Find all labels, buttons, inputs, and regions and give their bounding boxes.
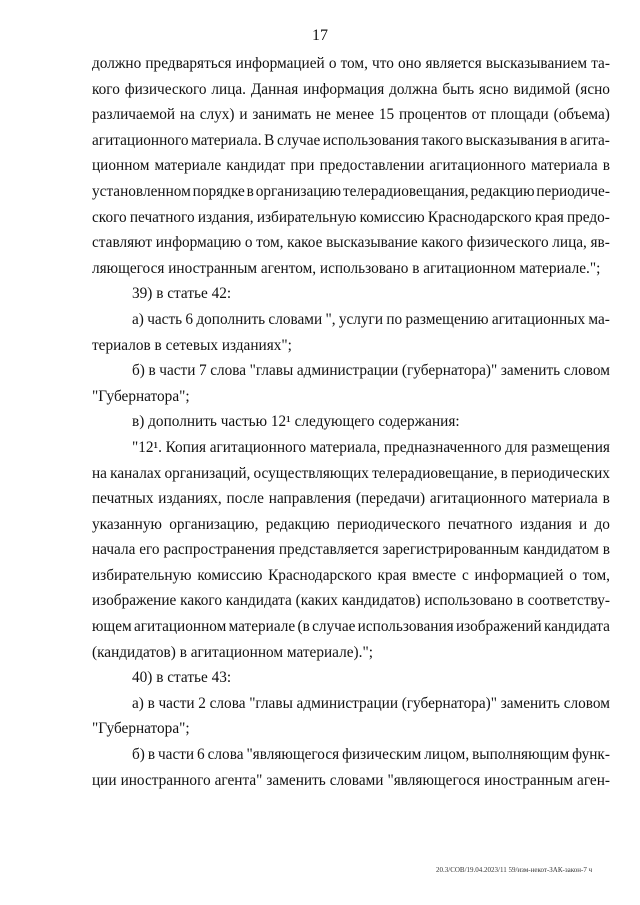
text-line: ционном материале кандидат при предоставлении агитационного материала в — [92, 157, 610, 175]
text-line: "Губернатора"; — [92, 720, 190, 738]
text-line: (кандидатов) в агитационном материале)."; — [92, 643, 373, 661]
text-line: ции иностранного агента" заменить словами "являющегося иностранным аген- — [92, 771, 610, 789]
text-line: б) в части 6 слова "являющегося физическим лицом, выполняющим функ- — [132, 746, 610, 764]
text-line: кого физического лица. Данная информация должна быть ясно видимой (ясно — [92, 80, 610, 98]
text-line: "12¹. Копия агитационного материала, предназначенного для размещения — [132, 438, 610, 456]
text-line: различаемой на слух) и занимать не менее 15 процентов от площади (объема) — [92, 106, 610, 124]
text-line: установленном порядке в организацию телерадиовещания, редакцию периодиче- — [92, 182, 610, 200]
text-line: печатных изданиях, после направления (передачи) агитационного материала в — [92, 490, 610, 508]
text-line: "Губернатора"; — [92, 387, 190, 405]
text-line: ляющегося иностранным агентом, использовано в агитационном материале."; — [92, 259, 601, 277]
text-line: ющем агитационном материале (в случае использования изображений кандидата — [92, 618, 610, 636]
text-line: а) часть 6 дополнить словами ", услуги по размещению агитационных ма- — [132, 310, 610, 328]
text-line: б) в части 7 слова "главы администрации (губернатора)" заменить словом — [132, 362, 610, 380]
text-line: 39) в статье 42: — [132, 285, 232, 303]
text-line: должно предваряться информацией о том, что оно является высказыванием та- — [92, 55, 610, 72]
text-line: агитационного материала. В случае использования такого высказывания в агита- — [92, 131, 610, 149]
page-number: 17 — [312, 27, 328, 44]
text-line: избирательную комиссию Краснодарского края вместе с информацией о том, — [92, 566, 610, 584]
text-line: указанную организацию, редакцию периодического печатного издания и до — [92, 515, 610, 533]
text-line: ского печатного издания, избирательную комиссию Краснодарского края предо- — [92, 208, 610, 226]
document-body — [92, 51, 610, 793]
text-line: в) дополнить частью 12¹ следующего содержания: — [132, 413, 460, 431]
text-line: ставляют информацию о том, какое высказывание какого физического лица, яв- — [92, 234, 610, 252]
footer-stamp: 20.3/СОВ/19.04.2023/11 59/изм-некот-ЗАК-закон-7 ч — [436, 866, 593, 874]
text-line: териалов в сетевых изданиях"; — [92, 336, 292, 354]
text-line: 40) в статье 43: — [132, 669, 232, 687]
text-line: а) в части 2 слова "главы администрации (губернатора)" заменить словом — [132, 694, 610, 712]
text-line: на каналах организаций, осуществляющих телерадиовещание, в периодических — [92, 464, 610, 482]
text-line: изображение какого кандидата (каких кандидатов) использовано в соответству- — [92, 592, 610, 610]
text-line: начала его распространения представляется зарегистрированным кандидатом в — [92, 541, 610, 559]
